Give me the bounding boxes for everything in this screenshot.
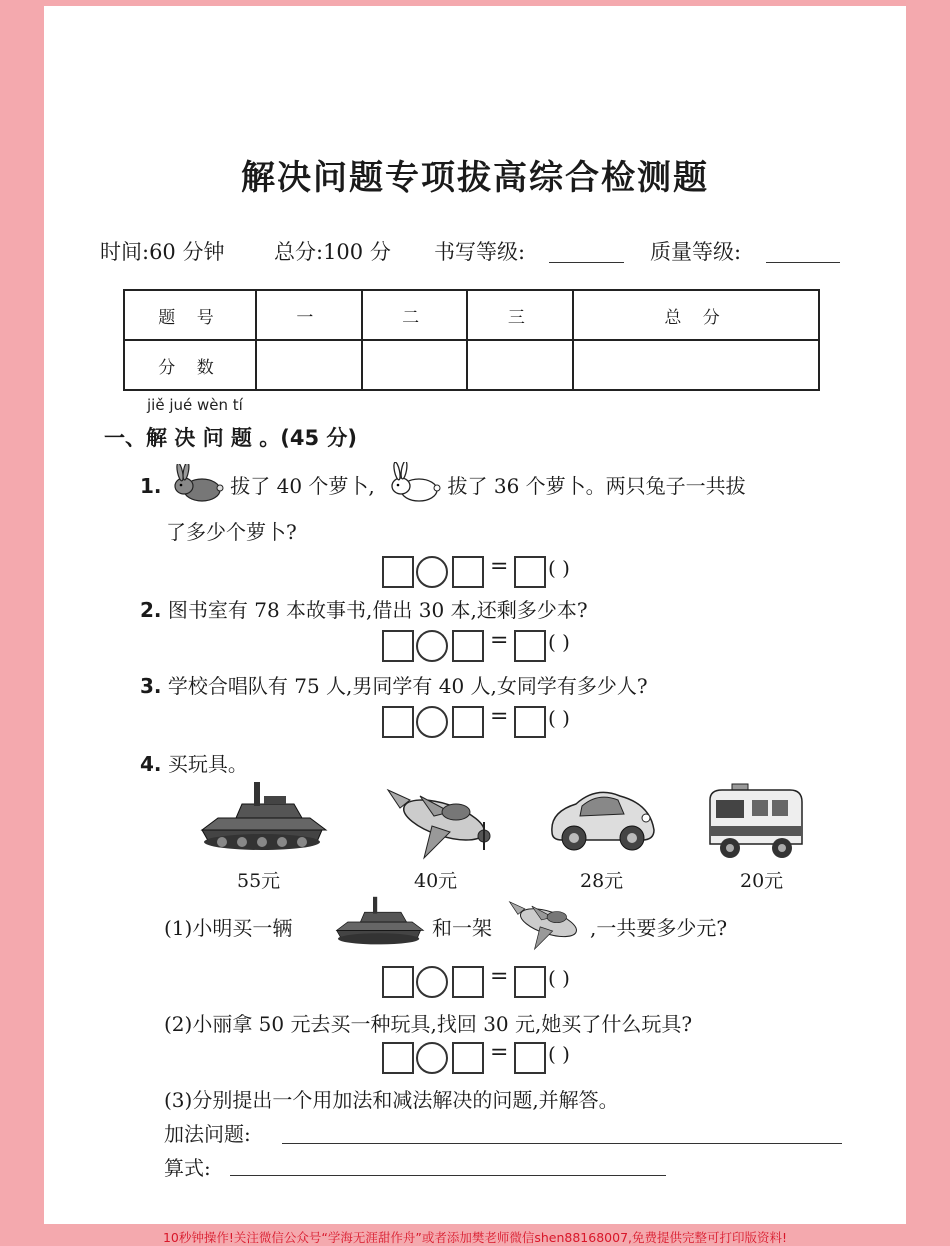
equation-row-2	[382, 630, 642, 660]
question-4-text: 买玩具。	[167, 752, 248, 776]
score-cell-3[interactable]	[467, 340, 573, 390]
score-table-header-row	[124, 290, 819, 340]
operator-circle[interactable]	[416, 556, 448, 588]
quality-grade-label: 质量等级:	[650, 240, 742, 264]
airplane-inline-icon	[504, 890, 586, 954]
addition-question-answer-line[interactable]	[282, 1142, 842, 1144]
sub-question-1-part-c: ,一共要多少元?	[590, 916, 728, 940]
question-2	[140, 594, 588, 623]
answer-box[interactable]	[452, 1042, 484, 1074]
writing-grade-label: 书写等级:	[434, 240, 526, 264]
sub-question-1-part-b: 和一架	[432, 916, 492, 940]
answer-box[interactable]	[382, 630, 414, 662]
unit-parentheses[interactable]: ( )	[548, 556, 570, 580]
section-title: 一、解 决 问 题 。(45 分)	[104, 426, 357, 450]
header-part-1: 一	[256, 290, 362, 340]
question-1-part2: 拔了 36 个萝卜。两只兔子一共拔	[447, 474, 746, 498]
equation-row-3	[382, 706, 642, 736]
question-2-text: 图书室有 78 本故事书,借出 30 本,还剩多少本?	[167, 598, 588, 622]
bus-price: 20元	[740, 870, 784, 892]
result-box[interactable]	[514, 966, 546, 998]
equals-sign: =	[490, 554, 509, 579]
addition-question-label: 加法问题:	[164, 1122, 251, 1146]
question-4	[140, 748, 248, 777]
sub-question-1-part-a: (1)小明买一辆	[164, 916, 293, 940]
header-total: 总 分	[573, 290, 819, 340]
question-2-number: 2.	[140, 598, 162, 622]
unit-parentheses[interactable]: ( )	[548, 706, 570, 730]
result-box[interactable]	[514, 706, 546, 738]
answer-box[interactable]	[452, 630, 484, 662]
answer-box[interactable]	[382, 1042, 414, 1074]
operator-circle[interactable]	[416, 966, 448, 998]
question-1-number: 1.	[140, 474, 162, 498]
tank-icon	[198, 778, 330, 858]
score-cell-1[interactable]	[256, 340, 362, 390]
rabbit-white-icon	[381, 474, 441, 502]
total-score-info: 总分:100 分	[274, 240, 391, 264]
question-3	[140, 670, 648, 699]
equation-row-1	[382, 556, 642, 586]
promo-watermark: 10秒钟操作!关注微信公众号“学海无涯甜作舟”或者添加樊老师微信shen88168007,免费提供完整可打印版资料!	[162, 1230, 788, 1245]
equals-sign: =	[490, 628, 509, 653]
equation-row-4	[382, 966, 642, 996]
result-box[interactable]	[514, 1042, 546, 1074]
question-3-text: 学校合唱队有 75 人,男同学有 40 人,女同学有多少人?	[167, 674, 648, 698]
question-1-line2: 了多少个萝卜?	[166, 520, 297, 544]
unit-parentheses[interactable]: ( )	[548, 1042, 570, 1066]
question-3-number: 3.	[140, 674, 162, 698]
header-question-number: 题 号	[124, 290, 256, 340]
equals-sign: =	[490, 704, 509, 729]
airplane-icon	[380, 776, 498, 862]
operator-circle[interactable]	[416, 630, 448, 662]
sub-question-2: (2)小丽拿 50 元去买一种玩具,找回 30 元,她买了什么玩具?	[164, 1012, 693, 1036]
unit-parentheses[interactable]: ( )	[548, 630, 570, 654]
equation-row-5	[382, 1042, 642, 1072]
score-cell-2[interactable]	[362, 340, 468, 390]
result-box[interactable]	[514, 556, 546, 588]
airplane-price: 40元	[414, 870, 458, 892]
page-title: 解决问题专项拔高综合检测题	[241, 158, 709, 198]
bus-icon	[706, 782, 806, 862]
score-table	[123, 289, 820, 391]
equals-sign: =	[490, 964, 509, 989]
answer-box[interactable]	[382, 706, 414, 738]
writing-grade-blank[interactable]	[549, 240, 624, 263]
car-icon	[546, 782, 658, 854]
equals-sign: =	[490, 1040, 509, 1065]
time-info: 时间:60 分钟	[100, 240, 225, 264]
answer-box[interactable]	[382, 556, 414, 588]
question-4-number: 4.	[140, 752, 162, 776]
answer-box[interactable]	[452, 966, 484, 998]
section-pinyin: jiě jué wèn tí	[147, 396, 243, 414]
tank-inline-icon	[330, 894, 430, 950]
row-label-score: 分 数	[124, 340, 256, 390]
worksheet-page	[44, 6, 906, 1224]
header-part-3: 三	[467, 290, 573, 340]
car-price: 28元	[580, 870, 624, 892]
operator-circle[interactable]	[416, 1042, 448, 1074]
question-1	[140, 470, 746, 502]
score-table-score-row	[124, 340, 819, 390]
quality-grade-blank[interactable]	[766, 240, 840, 263]
answer-box[interactable]	[452, 706, 484, 738]
sub-question-3: (3)分别提出一个用加法和减法解决的问题,并解答。	[164, 1088, 619, 1112]
operator-circle[interactable]	[416, 706, 448, 738]
question-1-part1: 拔了 40 个萝卜,	[230, 474, 375, 498]
rabbit-dark-icon	[168, 474, 224, 502]
answer-box[interactable]	[452, 556, 484, 588]
answer-box[interactable]	[382, 966, 414, 998]
formula-answer-line[interactable]	[230, 1174, 666, 1176]
formula-label: 算式:	[164, 1156, 211, 1180]
unit-parentheses[interactable]: ( )	[548, 966, 570, 990]
tank-price: 55元	[237, 870, 281, 892]
result-box[interactable]	[514, 630, 546, 662]
header-part-2: 二	[362, 290, 468, 340]
score-cell-total[interactable]	[573, 340, 819, 390]
